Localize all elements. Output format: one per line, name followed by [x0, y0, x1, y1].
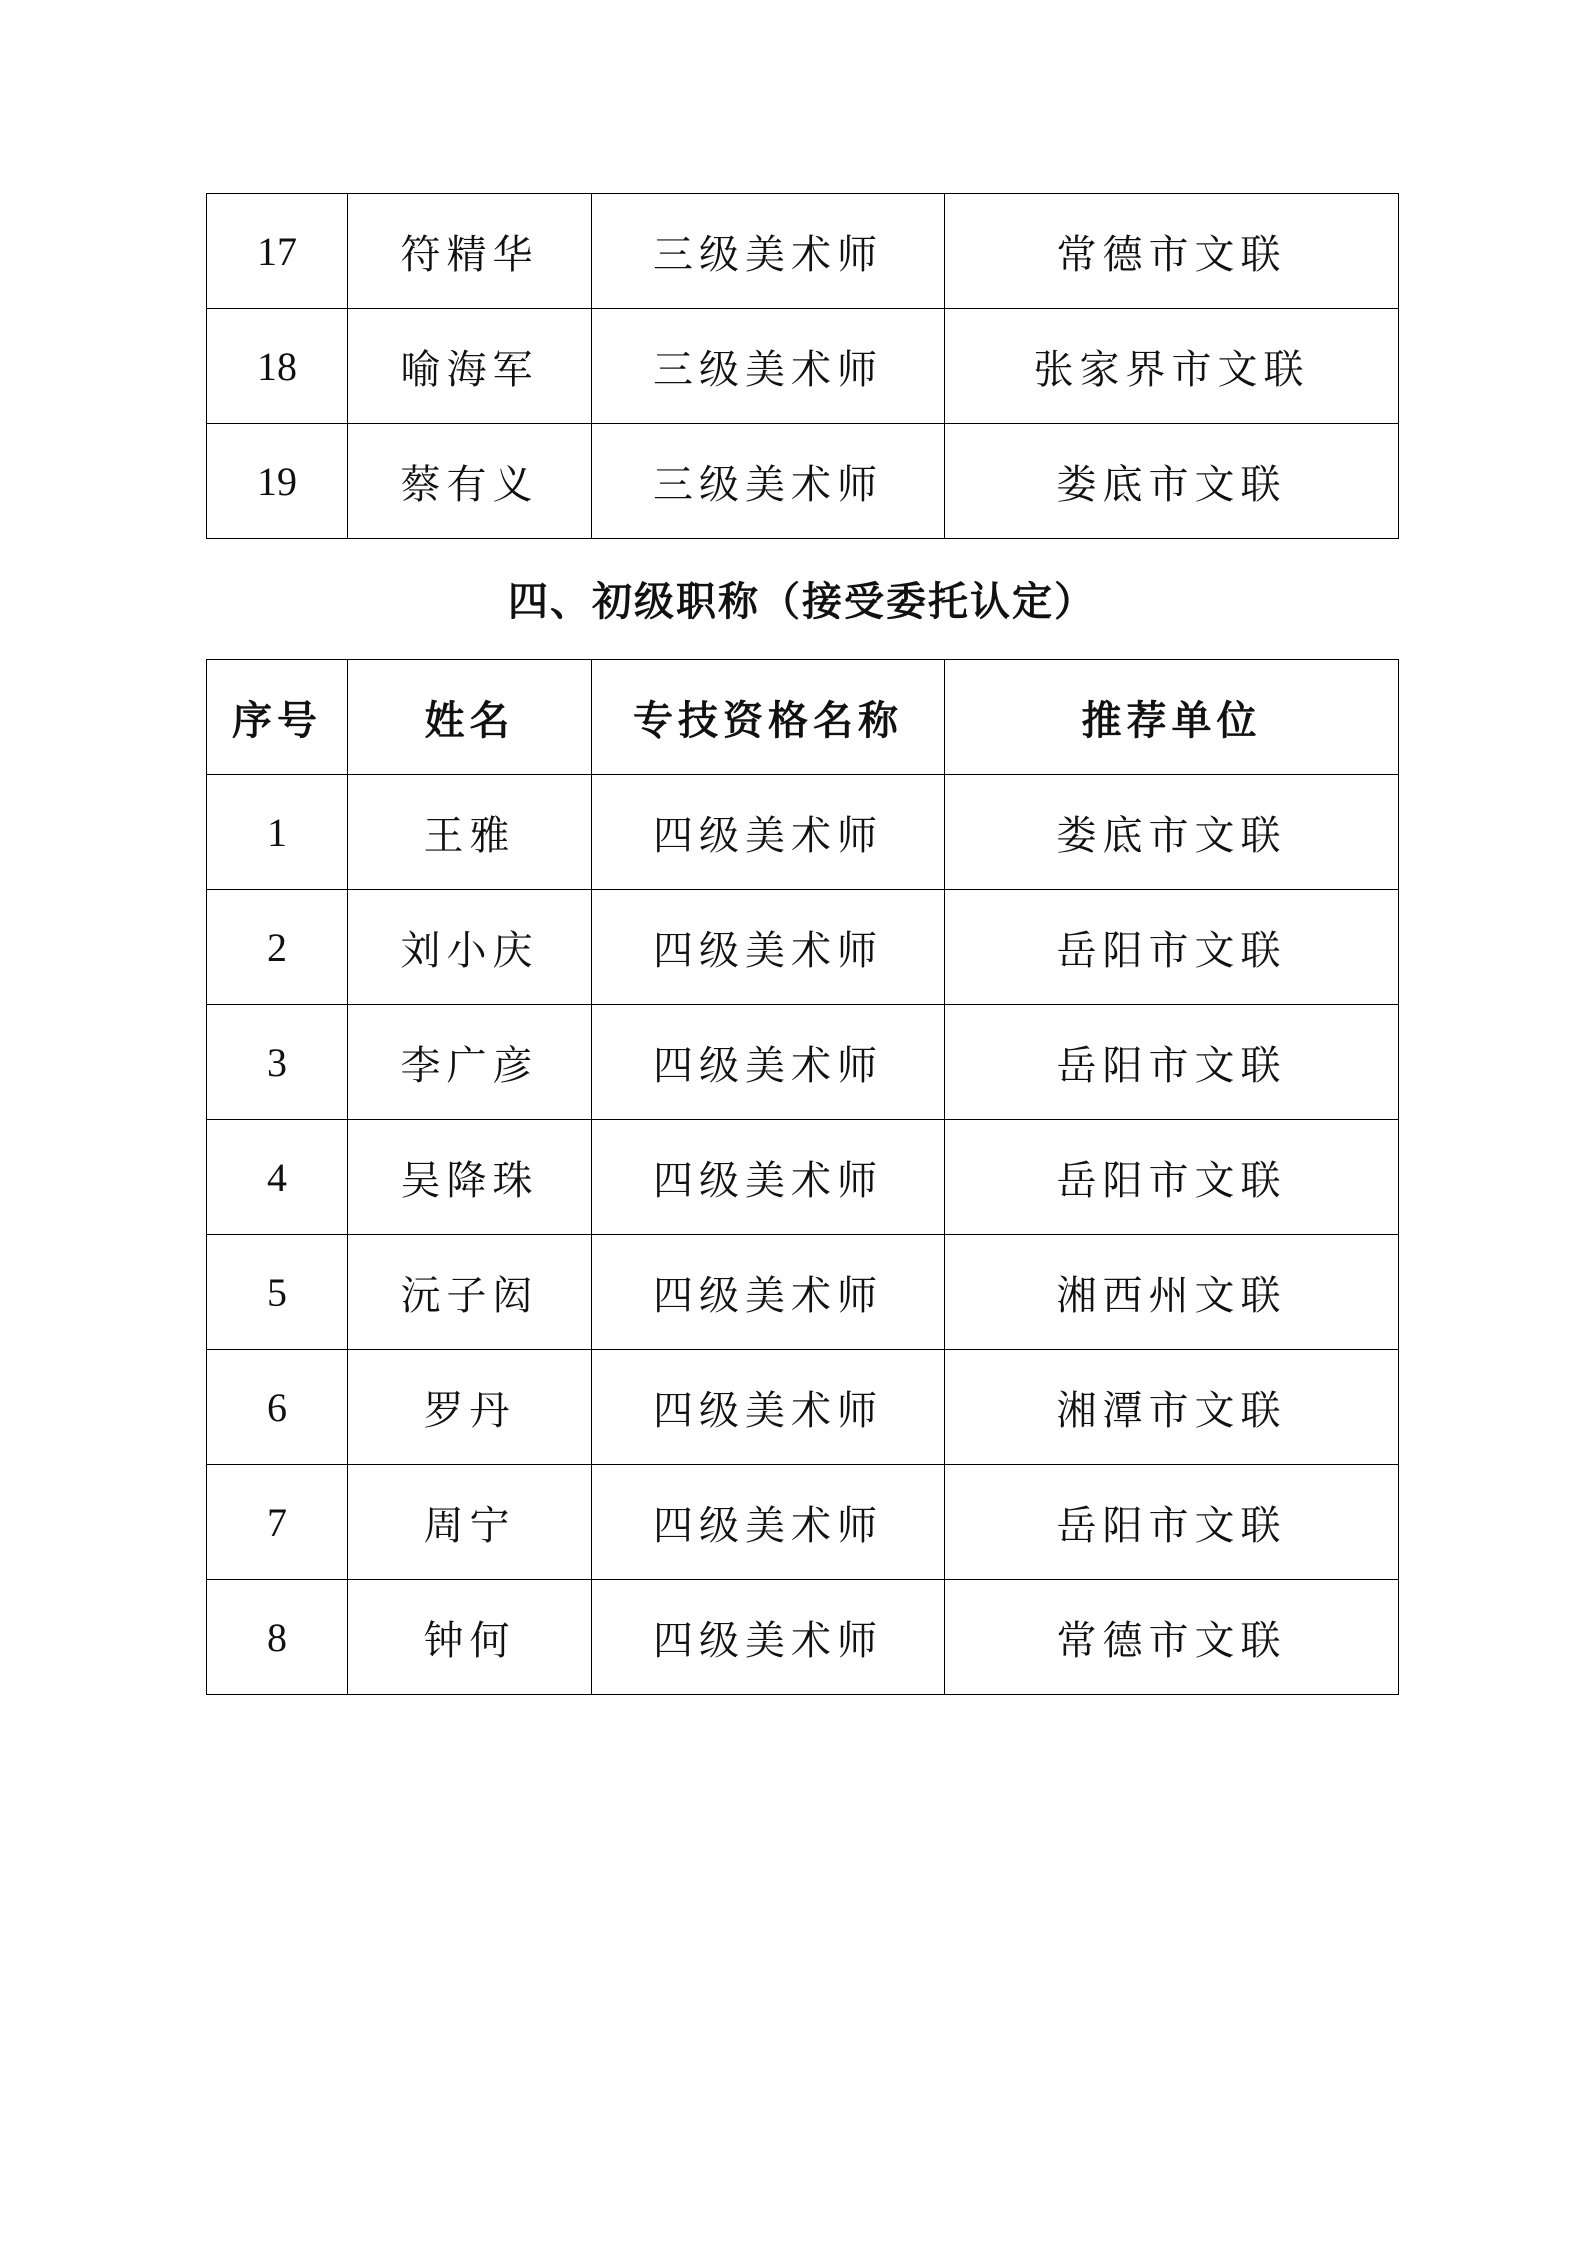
- recommending-unit: 娄底市文联: [945, 424, 1399, 539]
- row-number: 6: [207, 1350, 348, 1465]
- row-number: 17: [207, 194, 348, 309]
- table-row: [207, 1120, 1399, 1235]
- header-number: 序号: [207, 660, 348, 775]
- recommending-unit: 岳阳市文联: [945, 1465, 1399, 1580]
- qualification-name: 四级美术师: [592, 1005, 945, 1120]
- row-number: 8: [207, 1580, 348, 1695]
- qualification-name: 四级美术师: [592, 1465, 945, 1580]
- person-name: 蔡有义: [348, 424, 592, 539]
- table-row: [207, 775, 1399, 890]
- qualification-name: 四级美术师: [592, 1120, 945, 1235]
- row-number: 4: [207, 1120, 348, 1235]
- recommending-unit: 张家界市文联: [945, 309, 1399, 424]
- qualification-name: 四级美术师: [592, 1350, 945, 1465]
- person-name: 喻海军: [348, 309, 592, 424]
- table-row: [207, 1235, 1399, 1350]
- qualification-name: 三级美术师: [592, 194, 945, 309]
- recommending-unit: 岳阳市文联: [945, 890, 1399, 1005]
- table-row: [207, 309, 1399, 424]
- table-row: [207, 1005, 1399, 1120]
- person-name: 钟何: [348, 1580, 592, 1695]
- table-row: [207, 1465, 1399, 1580]
- table-header-row: [207, 660, 1399, 775]
- qualification-name: 四级美术师: [592, 890, 945, 1005]
- qualification-name: 四级美术师: [592, 1580, 945, 1695]
- recommending-unit: 岳阳市文联: [945, 1120, 1399, 1235]
- header-name: 姓名: [348, 660, 592, 775]
- person-name: 刘小庆: [348, 890, 592, 1005]
- continued-table: [206, 193, 1399, 539]
- person-name: 沅子闳: [348, 1235, 592, 1350]
- row-number: 5: [207, 1235, 348, 1350]
- header-unit: 推荐单位: [945, 660, 1399, 775]
- recommending-unit: 湘潭市文联: [945, 1350, 1399, 1465]
- person-name: 王雅: [348, 775, 592, 890]
- table-row: [207, 1350, 1399, 1465]
- table-row: [207, 890, 1399, 1005]
- junior-title-table: [206, 659, 1399, 1695]
- row-number: 2: [207, 890, 348, 1005]
- qualification-name: 四级美术师: [592, 1235, 945, 1350]
- qualification-name: 四级美术师: [592, 775, 945, 890]
- qualification-name: 三级美术师: [592, 424, 945, 539]
- person-name: 吴降珠: [348, 1120, 592, 1235]
- table-row: [207, 1580, 1399, 1695]
- person-name: 周宁: [348, 1465, 592, 1580]
- recommending-unit: 岳阳市文联: [945, 1005, 1399, 1120]
- table-row: [207, 194, 1399, 309]
- qualification-name: 三级美术师: [592, 309, 945, 424]
- header-qualification: 专技资格名称: [592, 660, 945, 775]
- person-name: 符精华: [348, 194, 592, 309]
- row-number: 18: [207, 309, 348, 424]
- row-number: 19: [207, 424, 348, 539]
- person-name: 罗丹: [348, 1350, 592, 1465]
- person-name: 李广彦: [348, 1005, 592, 1120]
- recommending-unit: 娄底市文联: [945, 775, 1399, 890]
- recommending-unit: 常德市文联: [945, 194, 1399, 309]
- recommending-unit: 常德市文联: [945, 1580, 1399, 1695]
- table-row: [207, 424, 1399, 539]
- recommending-unit: 湘西州文联: [945, 1235, 1399, 1350]
- row-number: 3: [207, 1005, 348, 1120]
- row-number: 7: [207, 1465, 348, 1580]
- row-number: 1: [207, 775, 348, 890]
- section-heading: 四、初级职称（接受委托认定）: [508, 579, 1096, 625]
